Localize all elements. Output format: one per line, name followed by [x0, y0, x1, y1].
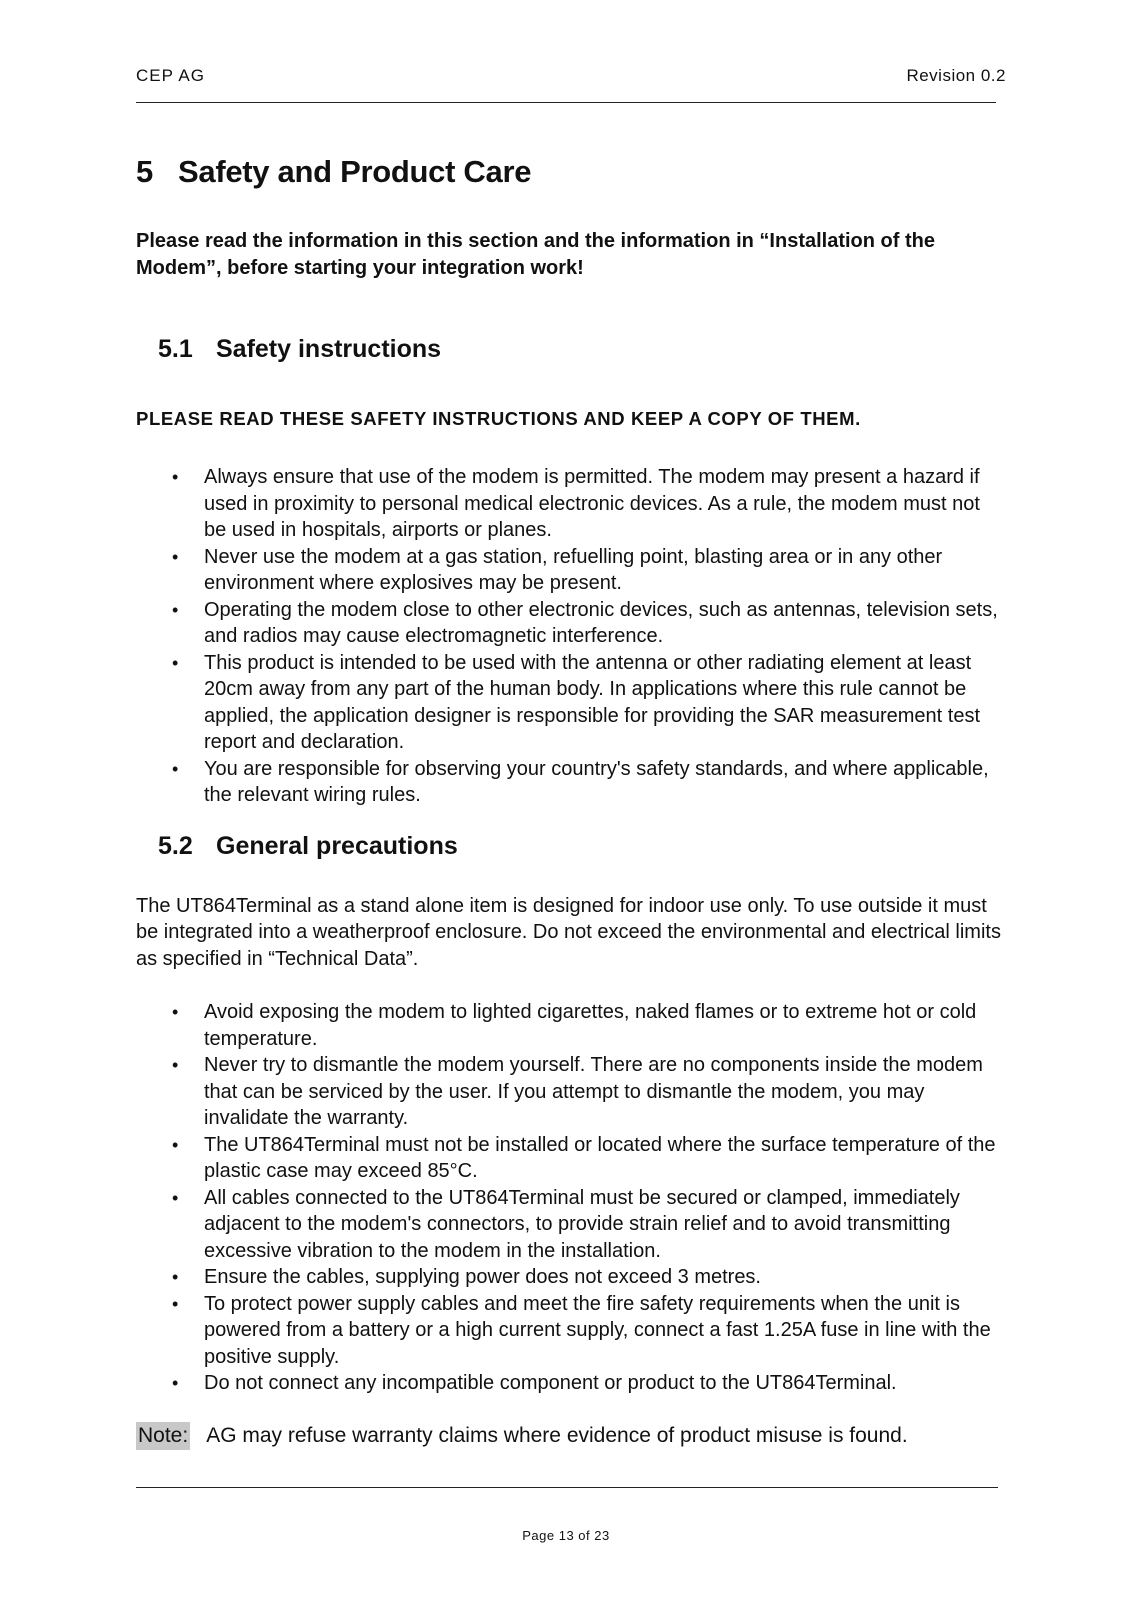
subsection-number: 5.1: [158, 335, 193, 363]
list-item: • Do not connect any incompatible component or product to the UT864Terminal.: [136, 1370, 1006, 1397]
note-label: Note:: [136, 1422, 190, 1450]
list-item: • Operating the modem close to other electronic devices, such as antennas, television sets, and radios may cause electromagnetic interference.: [136, 597, 1006, 650]
note-text: AG may refuse warranty claims where evidence of product misuse is found.: [206, 1423, 908, 1447]
list-item: • You are responsible for observing your country's safety standards, and where applicable, the relevant wiring rules.: [136, 756, 1006, 809]
page-header: [136, 66, 1006, 90]
list-item: • Always ensure that use of the modem is permitted. The modem may present a hazard if used in proximity to personal medical electronic devices. As a rule, the modem must not be used in hospitals, airports or planes.: [136, 464, 1006, 544]
precautions-list: [136, 999, 1006, 1397]
subsection-title: Safety instructions: [216, 335, 442, 363]
footer-divider: [136, 1487, 998, 1488]
section-number: 5: [136, 154, 153, 189]
page-content: [136, 152, 1006, 1450]
section-intro: Please read the information in this section and the information in “Installation of the Modem”, before starting your integration work!: [136, 230, 935, 279]
subsection-heading-safety: [136, 332, 1006, 366]
list-item: • To protect power supply cables and meet the fire safety requirements when the unit is powered from a battery or a high current supply, connect a fast 1.25A fuse in line with the positive supply.: [136, 1291, 1006, 1371]
revision-label: Revision 0.2: [906, 66, 1006, 85]
section-title: Safety and Product Care: [178, 154, 532, 189]
list-item: • This product is intended to be used with the antenna or other radiating element at least 20cm away from any part of the human body. In applications where this rule cannot be applied, the application designer is responsible for providing the SAR measurement test report and declaration.: [136, 650, 1006, 756]
safety-warning-line: PLEASE READ THESE SAFETY INSTRUCTIONS AND KEEP A COPY OF THEM.: [136, 408, 861, 429]
list-item: • All cables connected to the UT864Terminal must be secured or clamped, immediately adjacent to the modem's connectors, to provide strain relief and to avoid transmitting excessive vibration to the modem in the installation.: [136, 1185, 1006, 1265]
company-name: CEP AG: [136, 66, 205, 85]
section-heading: [136, 152, 1006, 192]
list-item: • The UT864Terminal must not be installed or located where the surface temperature of the plastic case may exceed 85°C.: [136, 1132, 1006, 1185]
safety-list: [136, 464, 1006, 809]
header-divider: [136, 102, 996, 103]
subsection-number: 5.2: [158, 831, 193, 860]
subsection-heading-precautions: [136, 829, 1006, 863]
note: [136, 1422, 1006, 1450]
page-number: Page 13 of 23: [522, 1528, 610, 1543]
subsection-title: General precautions: [216, 831, 458, 860]
list-item: • Ensure the cables, supplying power does not exceed 3 metres.: [136, 1264, 1006, 1291]
list-item: • Never try to dismantle the modem yourself. There are no components inside the modem that can be serviced by the user. If you attempt to dismantle the modem, you may invalidate the warranty.: [136, 1052, 1006, 1132]
list-item: • Never use the modem at a gas station, refuelling point, blasting area or in any other environment where explosives may be present.: [136, 544, 1006, 597]
precautions-paragraph: The UT864Terminal as a stand alone item is designed for indoor use only. To use outside it must be integrated into a weatherproof enclosure. Do not exceed the environmental and electrical limits as specified in “Technical Data”.: [136, 894, 1001, 970]
list-item: • Avoid exposing the modem to lighted cigarettes, naked flames or to extreme hot or cold temperature.: [136, 999, 1006, 1052]
